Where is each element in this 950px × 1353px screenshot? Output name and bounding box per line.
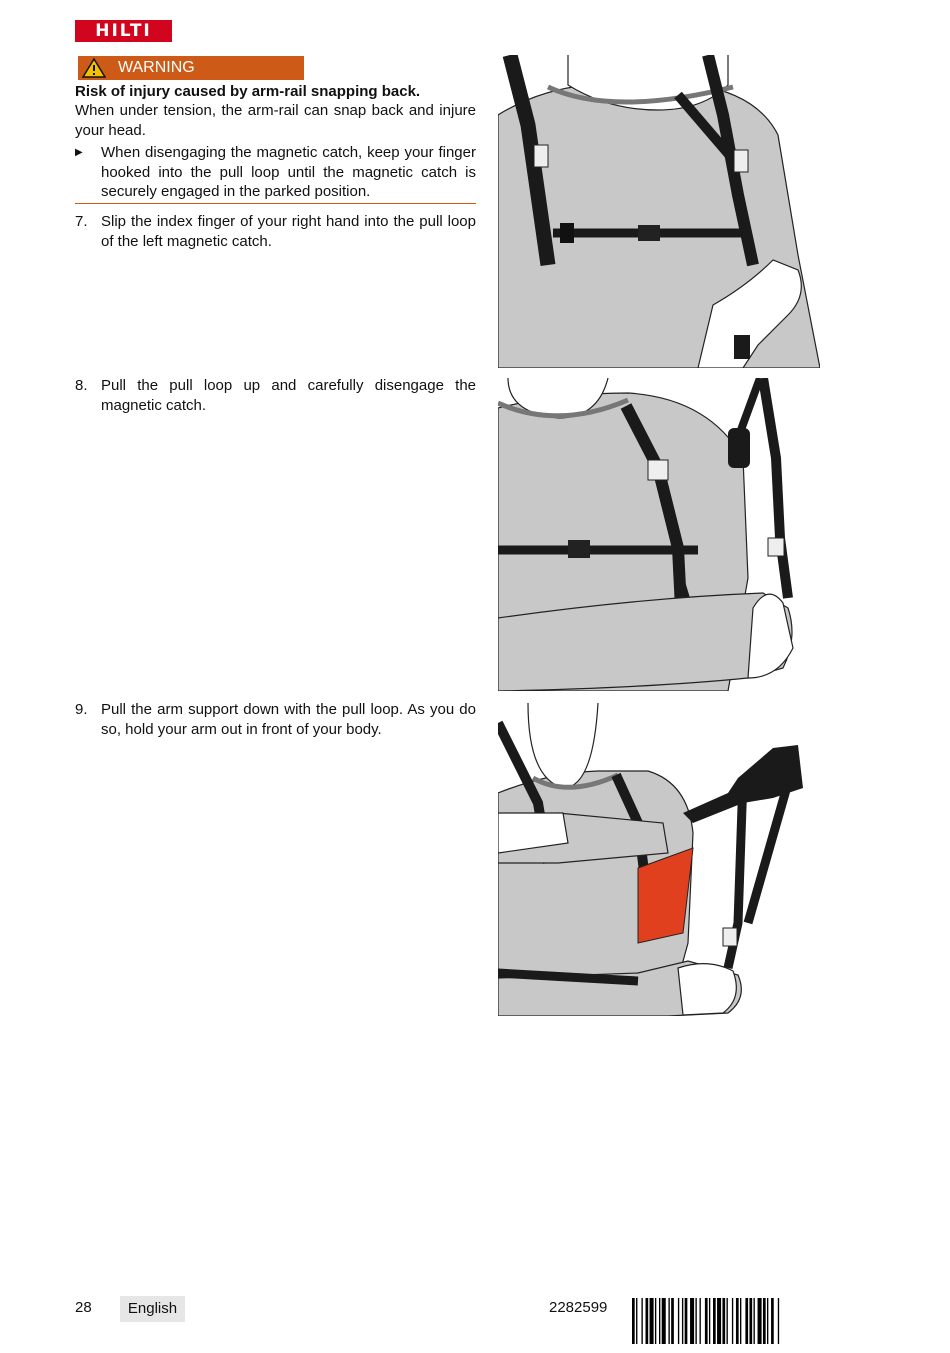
document-number: 2282599 [549,1299,608,1316]
step-text: Pull the arm support down with the pull loop. As you do so, hold your arm out in front of your body. [101,701,476,738]
warning-banner [78,56,304,80]
step-9-illustration [498,703,820,1016]
warning-bullet [75,143,476,202]
step-number: 7. [75,213,88,230]
step-number: 8. [75,377,88,394]
step-text: Pull the pull loop up and carefully disengage the magnetic catch. [101,377,476,414]
step-8 [75,376,476,415]
warning-divider [75,203,476,204]
hilti-logo: HILTI [75,20,172,42]
step-text: Slip the index finger of your right hand into the pull loop of the left magnetic catch. [101,213,476,250]
step-7 [75,212,476,251]
step-7-illustration [498,55,820,368]
triangle-bullet-icon: ▶ [75,147,83,158]
warning-heading: Risk of injury caused by arm-rail snapping back. [75,83,421,100]
warning-triangle-icon [82,58,106,78]
warning-label: WARNING [118,59,195,76]
barcode-icon [632,1298,843,1344]
warning-body: When under tension, the arm-rail can snap back and injure your head. [75,102,476,139]
step-8-illustration [498,378,820,691]
step-number: 9. [75,701,88,718]
page-number: 28 [75,1299,92,1316]
warning-bullet-text: When disengaging the magnetic catch, keep your finger hooked into the pull loop until the magnetic catch is securely engaged in the parked position. [101,144,476,200]
language-label: English [120,1296,185,1322]
step-9 [75,700,476,739]
